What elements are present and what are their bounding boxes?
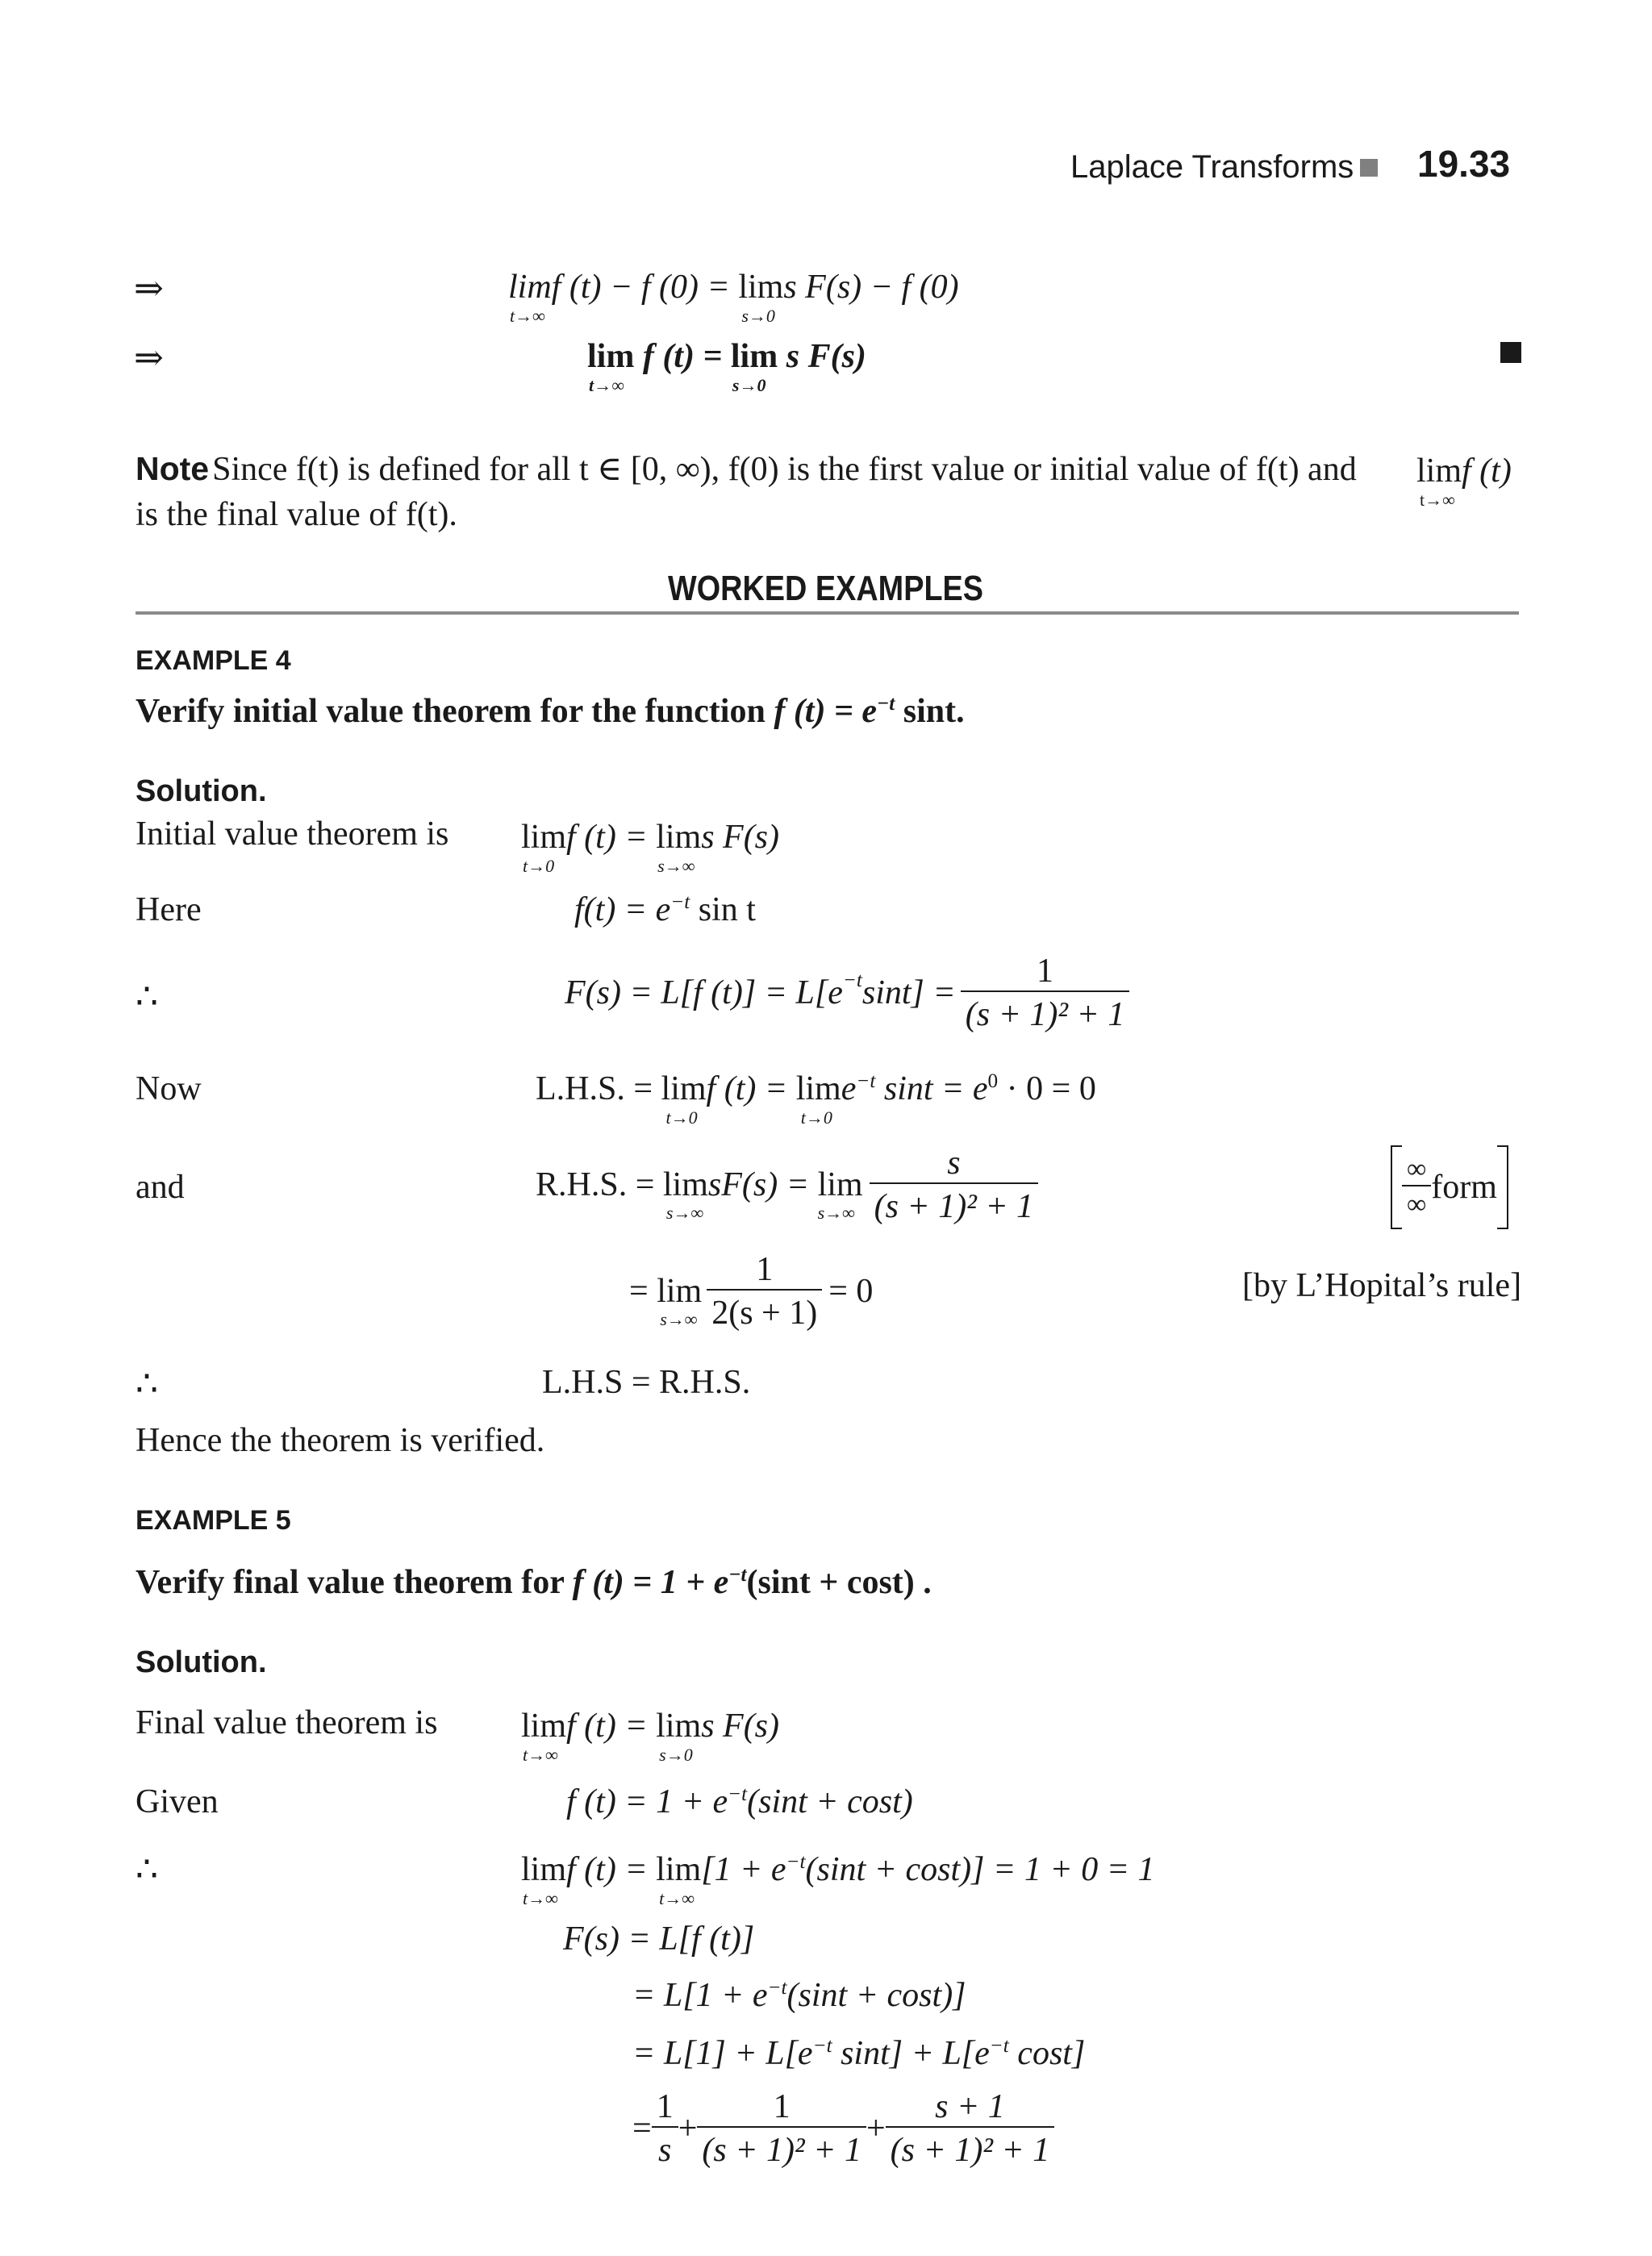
implies-symbol-2: ⇒ bbox=[134, 338, 164, 377]
left-bracket bbox=[1391, 1145, 1402, 1229]
proof-line-2: lim t→∞ f (t) = lim s→0 s F(s) bbox=[587, 338, 866, 395]
note-continuation: is the final value of f(t). bbox=[136, 496, 457, 533]
example-5-solution-label: Solution. bbox=[136, 1645, 267, 1679]
ex5-row6-expr: = $\frac{1}{s}$ + $\frac{1}{\text{(s + 1)² + 1}}$ + $\frac{s + 1}{\text{(s + 1)² + 1}}$ bbox=[632, 2087, 1054, 2170]
ex5-row3-expr: F(s) = L[f (t)] bbox=[563, 1920, 755, 1958]
example-5-statement: Verify final value theorem for f $(t) = 1 + e^{-t}(\sin t + \cos t)$ . bbox=[136, 1564, 932, 1601]
ex5-row2-expr: lim t→∞ f (t) = lim t→∞ $[1 + e^{-t}(\sin t + \cos t)] = 1 + 0 = 1$ bbox=[521, 1851, 1155, 1908]
proof-line-1: lim t→∞ f (t) − f (0) = lim s→0 s F(s) − f (0) bbox=[508, 269, 959, 326]
ex4-row6-expr: L.H.S = R.H.S. bbox=[542, 1364, 751, 1401]
right-bracket bbox=[1497, 1145, 1508, 1229]
note-lim: lim t→∞ f (t) bbox=[1416, 452, 1512, 510]
ex5-row0-label: Final value theorem is bbox=[136, 1704, 438, 1741]
page-number: 19.33 bbox=[1417, 143, 1511, 185]
ex4-row2-expr: F(s) = L[f (t)] = L[e $^{-t}$ sint] = $\frac{1}{\text{(s + 1)² + 1}}$ bbox=[565, 952, 1129, 1034]
note-paragraph: Note Since f(t) is defined for all t ∈ [0, ∞), f(0) is the first value or initial value of f(t) and bbox=[136, 450, 1357, 488]
ex4-row6-label: ∴ bbox=[136, 1364, 158, 1403]
ex5-row1-label: Given bbox=[136, 1783, 219, 1820]
ex4-row4-label: and bbox=[136, 1169, 185, 1206]
ex4-row1-expr: $f(t) = e^{-t}$ sin t bbox=[574, 891, 756, 928]
ex4-bracket-form bbox=[1391, 1145, 1508, 1229]
section-rule bbox=[136, 611, 1519, 615]
example-5-label: EXAMPLE 5 bbox=[136, 1505, 291, 1536]
ex5-row0-expr: lim t→∞ f (t) = lim s→0 s F(s) bbox=[521, 1708, 780, 1765]
example-4-statement: Verify initial value theorem for the function f $(t) = e^{-t}$ sint. bbox=[136, 693, 965, 730]
ex4-row5-expr: = lim s→∞ $\frac{1}{2(s + 1)}$ = 0 bbox=[629, 1251, 874, 1332]
header-square-icon bbox=[1360, 159, 1378, 177]
example-4-solution-label: Solution. bbox=[136, 774, 267, 808]
implies-symbol: ⇒ bbox=[134, 269, 164, 308]
bracket-infinity-den: ∞ bbox=[1402, 1185, 1431, 1220]
bracket-infinity-num: ∞ bbox=[1407, 1154, 1427, 1184]
section-title: WORKED EXAMPLES bbox=[668, 569, 984, 608]
ex4-row3-label: Now bbox=[136, 1070, 202, 1107]
ex4-row0-expr: lim t→0 f (t) = lim s→∞ s F(s) bbox=[521, 819, 780, 876]
ex5-row2-label: ∴ bbox=[136, 1849, 158, 1889]
ex5-row1-expr: f $(t) = 1 + e^{-t}(\sin t + \cos t)$ bbox=[566, 1783, 913, 1820]
ex4-row0-label: Initial value theorem is bbox=[136, 815, 449, 853]
ex4-row2-label: ∴ bbox=[136, 977, 158, 1016]
ex4-row1-label: Here bbox=[136, 891, 202, 928]
ex4-row3-expr: L.H.S. = lim t→0 f (t) = lim t→0 $e^{-t}$ $\sin t = e^0 \cdot 0 = 0$ bbox=[536, 1070, 1096, 1128]
qed-square-icon bbox=[1500, 342, 1521, 363]
ex4-row4-expr: R.H.S. = lim s→∞ sF(s) = lim s→∞ $\frac{s}{\text{(s + 1)² + 1}}$ bbox=[536, 1144, 1038, 1226]
example-4-label: EXAMPLE 4 bbox=[136, 645, 291, 676]
ex4-row5-reason: [by L’Hopital’s rule] bbox=[1242, 1267, 1522, 1304]
ex5-row4-expr: = $L[1 + e^{-t}(\sin t + \cos t)]$ bbox=[632, 1977, 966, 2014]
running-title: Laplace Transforms bbox=[1070, 149, 1354, 185]
ex4-conclusion: Hence the theorem is verified. bbox=[136, 1422, 545, 1459]
ex5-row5-expr: = $L[1] + L[e^{-t}$ $\sin t] + L[e^{-t}$ cost] bbox=[632, 2035, 1086, 2072]
bracket-form-word: form bbox=[1431, 1169, 1497, 1206]
